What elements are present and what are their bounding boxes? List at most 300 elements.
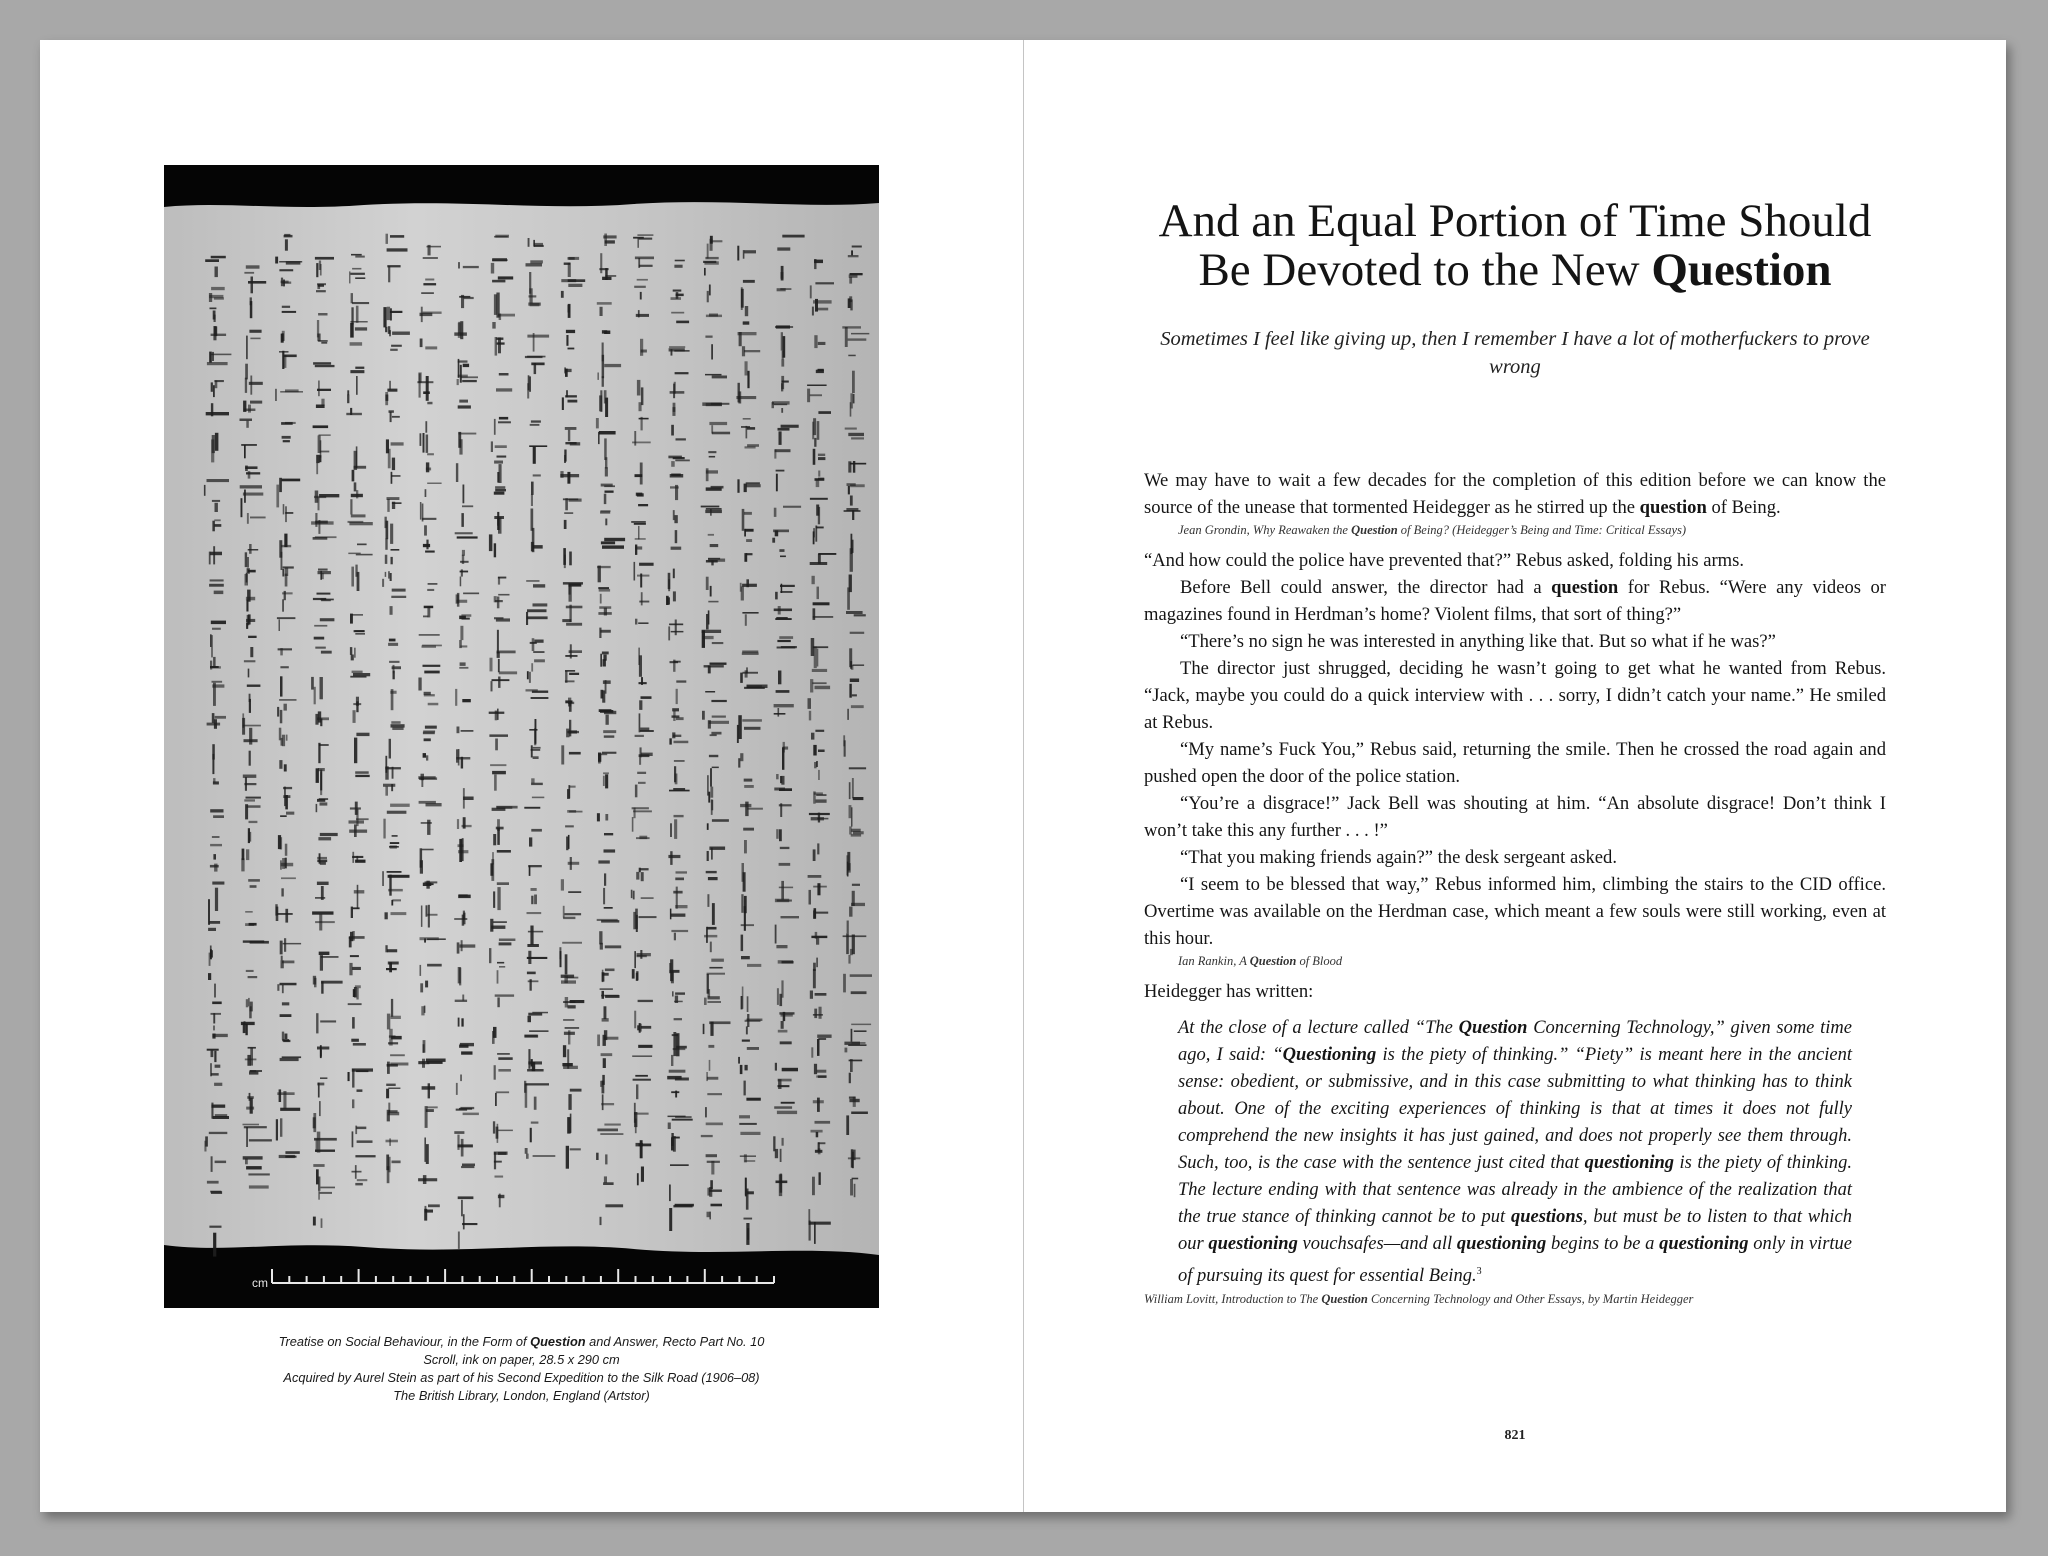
ink-stroke (568, 284, 582, 287)
ink-stroke (350, 499, 352, 514)
ink-stroke (497, 652, 500, 658)
ink-stroke (670, 474, 684, 478)
ink-stroke (818, 507, 820, 524)
excerpt1-source-prefix: Jean Grondin, Why Reawaken the (1178, 523, 1352, 537)
ink-stroke (637, 238, 639, 248)
ink-stroke (207, 1049, 219, 1051)
ink-stroke (741, 894, 743, 913)
ink-stroke (602, 376, 604, 387)
ink-stroke (212, 882, 224, 885)
ink-stroke (249, 751, 251, 766)
ink-stroke (601, 1103, 614, 1105)
ink-stroke (210, 809, 223, 812)
ink-stroke (597, 302, 612, 305)
ink-stroke (532, 1012, 548, 1014)
ink-stroke (851, 1024, 871, 1026)
ink-stroke (639, 713, 641, 732)
ink-stroke (246, 597, 255, 601)
ink-stroke (214, 519, 220, 521)
ink-stroke (736, 396, 756, 399)
body-text (1144, 467, 1886, 1308)
ink-stroke (460, 1107, 474, 1109)
ink-stroke (780, 556, 786, 558)
ink-stroke (428, 905, 430, 928)
ink-stroke (320, 1187, 335, 1189)
ink-stroke (852, 891, 855, 906)
ink-stroke (561, 975, 574, 978)
ink-stroke (852, 884, 860, 886)
ink-stroke (740, 1065, 743, 1074)
ink-stroke (421, 774, 425, 781)
ink-stroke (563, 906, 565, 918)
image-caption (164, 1333, 879, 1405)
ink-stroke (316, 290, 326, 292)
ink-stroke (426, 881, 429, 889)
ink-stroke (708, 451, 716, 453)
ink-stroke (492, 852, 494, 864)
ink-stroke (711, 959, 724, 962)
ink-stroke (281, 877, 296, 879)
ink-stroke (421, 1006, 424, 1015)
ink-stroke (387, 497, 400, 500)
ink-stroke (563, 1019, 574, 1021)
ink-stroke (426, 1059, 446, 1062)
ink-stroke (847, 709, 849, 720)
ink-stroke (496, 806, 517, 809)
ink-stroke (849, 907, 852, 917)
ink-stroke (745, 446, 756, 448)
ink-stroke (565, 670, 575, 672)
ink-stroke (390, 308, 392, 320)
ink-stroke (562, 942, 582, 944)
ink-stroke (205, 259, 219, 262)
ink-stroke (248, 636, 257, 638)
ink-stroke (349, 522, 372, 525)
ink-stroke (563, 582, 583, 585)
ink-stroke (355, 256, 365, 258)
ink-stroke (526, 263, 543, 266)
ink-stroke (355, 1155, 375, 1157)
ink-stroke (498, 1069, 511, 1072)
ink-stroke (389, 739, 391, 759)
ink-stroke (427, 453, 434, 455)
ink-stroke (845, 1048, 848, 1053)
ink-stroke (243, 1124, 260, 1126)
ink-stroke (210, 579, 224, 581)
ink-stroke (673, 591, 676, 601)
ink-stroke (427, 402, 432, 405)
ink-stroke (569, 499, 582, 502)
ink-stroke (213, 546, 215, 564)
ink-stroke (568, 400, 578, 403)
ink-stroke (318, 340, 328, 342)
ink-stroke (707, 894, 709, 907)
ink-stroke (845, 327, 848, 347)
ink-stroke (846, 611, 863, 614)
ink-stroke (704, 665, 724, 667)
ink-stroke (210, 946, 212, 957)
ink-stroke (499, 939, 516, 942)
ink-stroke (817, 843, 819, 854)
ink-stroke (387, 949, 397, 952)
ink-stroke (423, 753, 426, 758)
ink-stroke (740, 673, 743, 683)
ink-stroke (495, 1176, 504, 1178)
scale-ruler (272, 1269, 774, 1283)
ink-stroke (214, 524, 221, 527)
ink-stroke (816, 958, 818, 968)
ink-stroke (635, 474, 643, 477)
ink-stroke (528, 1049, 530, 1069)
ink-stroke (247, 557, 249, 568)
ink-stroke (355, 277, 365, 279)
title-line2-prefix: Be Devoted to the New (1198, 244, 1652, 296)
ink-stroke (711, 700, 726, 702)
ink-stroke (739, 1123, 757, 1125)
ink-stroke (285, 422, 296, 424)
ink-stroke (668, 573, 671, 589)
ink-stroke (634, 286, 646, 288)
ink-stroke (527, 616, 548, 619)
ink-stroke (385, 538, 387, 549)
ink-stroke (458, 262, 460, 268)
quote-bold1: Question (1458, 1018, 1528, 1038)
ink-stroke (852, 371, 855, 393)
ink-stroke (639, 1023, 641, 1033)
ink-stroke (388, 643, 398, 646)
ink-stroke (808, 875, 822, 878)
excerpt1-text (1144, 467, 1886, 521)
ink-stroke (709, 721, 729, 724)
ink-stroke (669, 738, 671, 744)
ink-stroke (422, 1059, 425, 1068)
ink-stroke (214, 297, 224, 299)
ink-stroke (708, 989, 711, 997)
ink-stroke (818, 553, 836, 555)
ink-stroke (212, 435, 215, 453)
ink-stroke (705, 336, 712, 338)
ink-stroke (818, 411, 831, 414)
ink-stroke (285, 389, 299, 392)
ink-stroke (283, 566, 294, 568)
ink-stroke (847, 921, 849, 934)
ink-stroke (605, 519, 607, 526)
ink-stroke (599, 431, 616, 435)
ink-stroke (853, 394, 855, 403)
ink-stroke (706, 468, 709, 481)
ink-stroke (209, 552, 211, 565)
ink-stroke (316, 405, 325, 409)
ink-stroke (244, 445, 246, 458)
excerpt1-source (1144, 521, 1886, 539)
ink-stroke (819, 1007, 822, 1019)
ink-stroke (388, 962, 399, 965)
ink-stroke (640, 463, 643, 485)
ink-stroke (319, 914, 322, 930)
ink-stroke (459, 400, 468, 403)
ink-stroke (463, 593, 479, 595)
ink-stroke (561, 745, 564, 764)
ink-stroke (456, 1083, 458, 1095)
ink-stroke (351, 1039, 359, 1042)
ink-stroke (462, 1223, 477, 1225)
caption-line4: The British Library, London, England (Artstor) (393, 1388, 650, 1403)
ink-stroke (392, 416, 400, 418)
ink-stroke (668, 1123, 671, 1130)
ink-stroke (279, 1155, 295, 1158)
ink-stroke (423, 1175, 427, 1184)
ink-stroke (315, 536, 337, 538)
ink-stroke (705, 374, 722, 376)
ink-stroke (747, 371, 749, 388)
ink-stroke (390, 606, 393, 615)
ink-stroke (464, 297, 474, 299)
ink-stroke (493, 834, 496, 845)
ink-stroke (635, 619, 637, 625)
ink-stroke (389, 381, 391, 390)
ink-stroke (814, 438, 816, 447)
excerpt2-source (1144, 952, 1886, 970)
ink-stroke (243, 775, 256, 778)
ink-stroke (390, 691, 396, 694)
quote-seg8: only in virtue of pursuing its quest for essential Being. (1178, 1234, 1852, 1287)
ink-stroke (427, 964, 442, 967)
ink-stroke (704, 268, 706, 276)
ink-stroke (844, 740, 846, 756)
ink-stroke (282, 306, 290, 308)
ink-stroke (702, 711, 705, 720)
ink-stroke (528, 931, 543, 933)
ink-stroke (246, 573, 248, 583)
ink-stroke (282, 311, 296, 313)
ink-stroke (852, 246, 862, 248)
ink-stroke (747, 996, 749, 1012)
ink-stroke (600, 988, 613, 990)
ink-stroke (815, 1121, 831, 1124)
ink-stroke (455, 1000, 467, 1002)
ink-stroke (849, 767, 866, 769)
ink-stroke (246, 970, 254, 972)
ink-stroke (674, 1018, 682, 1020)
ink-stroke (818, 369, 824, 372)
ink-stroke (707, 1093, 722, 1095)
ink-stroke (596, 418, 599, 428)
ink-stroke (462, 505, 473, 507)
ink-stroke (817, 308, 829, 311)
ink-stroke (671, 914, 686, 917)
ink-stroke (600, 510, 610, 512)
ink-stroke (213, 1026, 215, 1031)
ink-stroke (246, 600, 248, 612)
ink-stroke (489, 734, 508, 737)
ink-stroke (457, 942, 460, 953)
ink-stroke (418, 372, 421, 382)
ink-stroke (385, 327, 387, 332)
ink-stroke (247, 513, 249, 524)
ink-stroke (526, 612, 528, 625)
ink-stroke (634, 431, 636, 446)
ink-stroke (568, 862, 580, 865)
ink-stroke (352, 1069, 354, 1087)
quote-bold5: questioning (1208, 1234, 1298, 1254)
ink-stroke (808, 1209, 810, 1225)
ink-stroke (709, 422, 727, 425)
ink-stroke (281, 552, 283, 570)
ink-stroke (318, 569, 328, 571)
ink-stroke (817, 1035, 831, 1038)
ink-stroke (676, 321, 689, 324)
ink-stroke (843, 974, 846, 993)
ink-stroke (385, 912, 388, 919)
ink-stroke (811, 817, 824, 820)
ink-stroke (349, 937, 352, 947)
ink-stroke (780, 776, 782, 783)
ink-stroke (530, 303, 540, 306)
ink-stroke (529, 445, 547, 447)
caption-line3: Acquired by Aurel Stein as part of his Second Expedition to the Silk Road (1906–08) (283, 1370, 760, 1385)
ink-stroke (393, 671, 395, 680)
ink-stroke (775, 925, 777, 944)
ink-stroke (674, 815, 684, 817)
ink-stroke (638, 1045, 652, 1048)
ink-stroke (206, 412, 229, 415)
ink-stroke (597, 566, 611, 568)
ink-stroke (560, 471, 563, 478)
ink-stroke (497, 456, 507, 458)
ink-stroke (214, 1083, 222, 1086)
excerpt2-source-bold: Question (1249, 954, 1297, 968)
ink-stroke (461, 513, 464, 527)
ink-stroke (356, 818, 369, 820)
ink-stroke (815, 299, 818, 312)
ink-stroke (387, 871, 402, 873)
ink-stroke (388, 889, 403, 892)
ink-stroke (674, 661, 681, 663)
ink-stroke (815, 993, 827, 996)
ink-stroke (742, 346, 745, 356)
ink-stroke (210, 1191, 221, 1193)
ink-stroke (320, 1045, 322, 1058)
ink-stroke (737, 725, 739, 743)
ink-stroke (781, 408, 783, 413)
quote-bold6: questioning (1456, 1234, 1547, 1254)
ink-stroke (210, 661, 212, 670)
ink-stroke (603, 776, 605, 786)
ink-stroke (313, 976, 316, 985)
ink-stroke (600, 307, 603, 316)
ink-stroke (282, 985, 284, 993)
ink-stroke (495, 486, 505, 489)
ink-stroke (817, 1098, 820, 1112)
ink-stroke (527, 335, 549, 338)
ink-stroke (318, 497, 320, 510)
ink-stroke (568, 430, 570, 441)
ink-stroke (215, 1161, 227, 1164)
ink-stroke (639, 563, 654, 566)
ink-stroke (743, 418, 751, 420)
ink-stroke (427, 914, 437, 916)
ink-stroke (419, 634, 440, 636)
ink-stroke (812, 1177, 815, 1196)
ink-stroke (318, 1177, 320, 1191)
ink-stroke (283, 280, 285, 287)
ink-stroke (211, 621, 226, 625)
ink-stroke (847, 862, 849, 877)
ink-stroke (533, 651, 544, 653)
ink-stroke (320, 451, 329, 453)
ink-stroke (632, 1055, 652, 1057)
ink-stroke (422, 645, 437, 647)
ink-stroke (746, 1098, 760, 1101)
ink-stroke (427, 820, 430, 835)
ink-stroke (702, 630, 705, 648)
ink-stroke (212, 754, 214, 774)
ink-stroke (604, 1124, 620, 1126)
ink-stroke (604, 907, 613, 909)
ink-stroke (350, 342, 363, 346)
ink-stroke (531, 494, 533, 506)
ink-stroke (211, 1105, 225, 1108)
ink-stroke (675, 992, 685, 994)
ink-stroke (747, 964, 761, 967)
footnote-marker[interactable]: 3 (1476, 1266, 1482, 1277)
ink-stroke (245, 466, 257, 469)
ink-stroke (631, 890, 633, 898)
ink-stroke (851, 834, 861, 837)
ink-stroke (426, 376, 429, 401)
ink-stroke (744, 512, 752, 515)
manuscript-image-svg (164, 165, 879, 1308)
ink-stroke (211, 1051, 214, 1058)
ink-stroke (813, 969, 816, 988)
ink-stroke (631, 521, 646, 523)
ink-stroke (813, 449, 816, 465)
ink-stroke (319, 1101, 321, 1116)
ink-stroke (774, 1106, 792, 1109)
book-spread (40, 40, 2006, 1512)
ink-stroke (492, 280, 505, 283)
ink-stroke (392, 727, 403, 730)
ink-stroke (530, 424, 540, 426)
ink-stroke (279, 269, 293, 271)
ink-stroke (279, 760, 282, 769)
ink-stroke (392, 835, 398, 837)
ink-stroke (320, 677, 323, 699)
ink-stroke (421, 906, 423, 927)
ink-stroke (427, 246, 442, 248)
ink-stroke (355, 327, 367, 330)
ink-stroke (356, 554, 373, 556)
ink-stroke (568, 348, 575, 350)
chapter-title (1144, 197, 1886, 295)
ink-stroke (424, 1138, 426, 1162)
ink-stroke (676, 871, 688, 873)
ink-stroke (385, 766, 388, 779)
ink-stroke (387, 499, 389, 512)
ink-stroke (244, 660, 256, 662)
ink-stroke (211, 382, 213, 391)
ink-stroke (816, 1132, 819, 1137)
ink-stroke (707, 1077, 718, 1080)
ink-stroke (709, 967, 722, 969)
ink-stroke (674, 515, 677, 523)
ink-stroke (494, 543, 496, 557)
ink-stroke (421, 307, 423, 322)
ink-stroke (247, 805, 261, 808)
ink-stroke (639, 418, 649, 420)
ink-stroke (249, 699, 251, 713)
ink-stroke (602, 973, 609, 976)
